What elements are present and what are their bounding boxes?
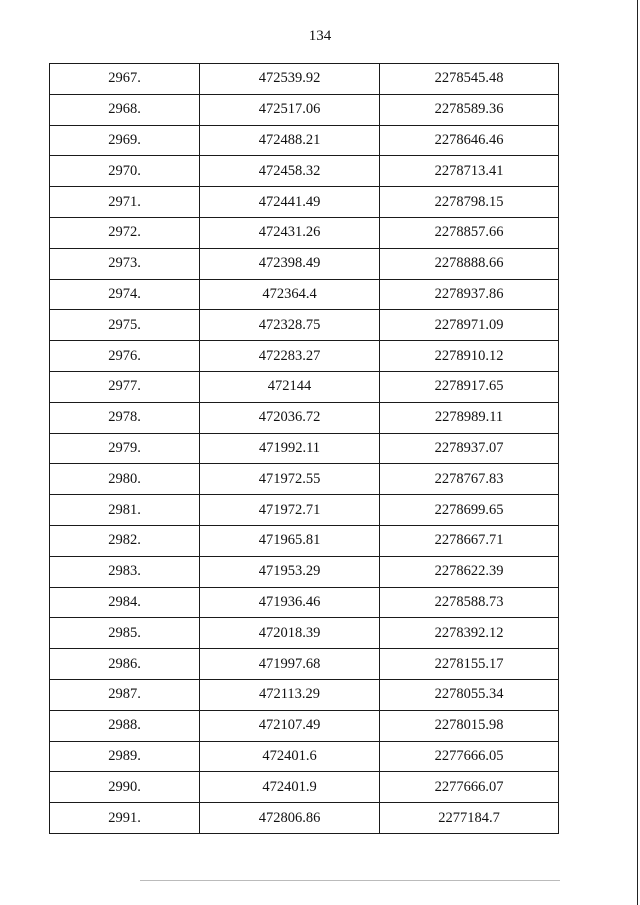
point-number-cell: 2970. bbox=[50, 156, 200, 187]
point-number-cell: 2973. bbox=[50, 248, 200, 279]
y-coordinate-cell: 2278857.66 bbox=[380, 217, 559, 248]
point-number-cell: 2987. bbox=[50, 679, 200, 710]
point-number-cell: 2974. bbox=[50, 279, 200, 310]
table-row bbox=[50, 587, 559, 618]
x-coordinate-cell: 472431.26 bbox=[200, 217, 380, 248]
x-coordinate-cell: 472107.49 bbox=[200, 710, 380, 741]
x-coordinate-cell: 472488.21 bbox=[200, 125, 380, 156]
y-coordinate-cell: 2278910.12 bbox=[380, 341, 559, 372]
y-coordinate-cell: 2278971.09 bbox=[380, 310, 559, 341]
table-row bbox=[50, 772, 559, 803]
point-number-cell: 2988. bbox=[50, 710, 200, 741]
coordinates-table bbox=[49, 63, 559, 834]
y-coordinate-cell: 2277666.07 bbox=[380, 772, 559, 803]
point-number-cell: 2981. bbox=[50, 495, 200, 526]
table-row bbox=[50, 341, 559, 372]
point-number-cell: 2991. bbox=[50, 803, 200, 834]
point-number-cell: 2985. bbox=[50, 618, 200, 649]
table-row bbox=[50, 94, 559, 125]
y-coordinate-cell: 2278588.73 bbox=[380, 587, 559, 618]
y-coordinate-cell: 2278545.48 bbox=[380, 64, 559, 95]
y-coordinate-cell: 2278015.98 bbox=[380, 710, 559, 741]
x-coordinate-cell: 472401.6 bbox=[200, 741, 380, 772]
y-coordinate-cell: 2278937.07 bbox=[380, 433, 559, 464]
y-coordinate-cell: 2278589.36 bbox=[380, 94, 559, 125]
table-row bbox=[50, 217, 559, 248]
y-coordinate-cell: 2278155.17 bbox=[380, 649, 559, 680]
bottom-rule bbox=[140, 880, 560, 881]
table-row bbox=[50, 433, 559, 464]
page-edge-line bbox=[637, 0, 638, 905]
table-row bbox=[50, 248, 559, 279]
point-number-cell: 2975. bbox=[50, 310, 200, 341]
x-coordinate-cell: 471992.11 bbox=[200, 433, 380, 464]
x-coordinate-cell: 472018.39 bbox=[200, 618, 380, 649]
table-row bbox=[50, 525, 559, 556]
x-coordinate-cell: 471972.71 bbox=[200, 495, 380, 526]
point-number-cell: 2982. bbox=[50, 525, 200, 556]
y-coordinate-cell: 2278888.66 bbox=[380, 248, 559, 279]
y-coordinate-cell: 2278798.15 bbox=[380, 187, 559, 218]
x-coordinate-cell: 472398.49 bbox=[200, 248, 380, 279]
x-coordinate-cell: 472441.49 bbox=[200, 187, 380, 218]
table-row bbox=[50, 649, 559, 680]
table-row bbox=[50, 64, 559, 95]
point-number-cell: 2977. bbox=[50, 371, 200, 402]
x-coordinate-cell: 472036.72 bbox=[200, 402, 380, 433]
point-number-cell: 2976. bbox=[50, 341, 200, 372]
table-row bbox=[50, 125, 559, 156]
point-number-cell: 2984. bbox=[50, 587, 200, 618]
x-coordinate-cell: 471936.46 bbox=[200, 587, 380, 618]
y-coordinate-cell: 2277666.05 bbox=[380, 741, 559, 772]
table-row bbox=[50, 279, 559, 310]
table-row bbox=[50, 741, 559, 772]
x-coordinate-cell: 472364.4 bbox=[200, 279, 380, 310]
y-coordinate-cell: 2278392.12 bbox=[380, 618, 559, 649]
point-number-cell: 2980. bbox=[50, 464, 200, 495]
table-row bbox=[50, 464, 559, 495]
x-coordinate-cell: 471953.29 bbox=[200, 556, 380, 587]
point-number-cell: 2978. bbox=[50, 402, 200, 433]
y-coordinate-cell: 2278917.65 bbox=[380, 371, 559, 402]
table-row bbox=[50, 310, 559, 341]
y-coordinate-cell: 2278622.39 bbox=[380, 556, 559, 587]
x-coordinate-cell: 472328.75 bbox=[200, 310, 380, 341]
point-number-cell: 2983. bbox=[50, 556, 200, 587]
table-row bbox=[50, 710, 559, 741]
point-number-cell: 2989. bbox=[50, 741, 200, 772]
table-row bbox=[50, 679, 559, 710]
point-number-cell: 2979. bbox=[50, 433, 200, 464]
y-coordinate-cell: 2277184.7 bbox=[380, 803, 559, 834]
table-row bbox=[50, 618, 559, 649]
table-body bbox=[50, 64, 559, 834]
point-number-cell: 2967. bbox=[50, 64, 200, 95]
table-row bbox=[50, 156, 559, 187]
x-coordinate-cell: 472144 bbox=[200, 371, 380, 402]
y-coordinate-cell: 2278646.46 bbox=[380, 125, 559, 156]
x-coordinate-cell: 472113.29 bbox=[200, 679, 380, 710]
y-coordinate-cell: 2278713.41 bbox=[380, 156, 559, 187]
point-number-cell: 2986. bbox=[50, 649, 200, 680]
table-row bbox=[50, 402, 559, 433]
y-coordinate-cell: 2278989.11 bbox=[380, 402, 559, 433]
table-row bbox=[50, 495, 559, 526]
x-coordinate-cell: 472401.9 bbox=[200, 772, 380, 803]
page-number: 134 bbox=[308, 28, 332, 44]
x-coordinate-cell: 472806.86 bbox=[200, 803, 380, 834]
table-row bbox=[50, 803, 559, 834]
point-number-cell: 2968. bbox=[50, 94, 200, 125]
y-coordinate-cell: 2278699.65 bbox=[380, 495, 559, 526]
table-row bbox=[50, 371, 559, 402]
y-coordinate-cell: 2278767.83 bbox=[380, 464, 559, 495]
table-row bbox=[50, 556, 559, 587]
x-coordinate-cell: 471965.81 bbox=[200, 525, 380, 556]
point-number-cell: 2971. bbox=[50, 187, 200, 218]
x-coordinate-cell: 472517.06 bbox=[200, 94, 380, 125]
x-coordinate-cell: 472539.92 bbox=[200, 64, 380, 95]
y-coordinate-cell: 2278667.71 bbox=[380, 525, 559, 556]
point-number-cell: 2972. bbox=[50, 217, 200, 248]
x-coordinate-cell: 471997.68 bbox=[200, 649, 380, 680]
table-row bbox=[50, 187, 559, 218]
y-coordinate-cell: 2278055.34 bbox=[380, 679, 559, 710]
y-coordinate-cell: 2278937.86 bbox=[380, 279, 559, 310]
x-coordinate-cell: 472283.27 bbox=[200, 341, 380, 372]
x-coordinate-cell: 472458.32 bbox=[200, 156, 380, 187]
point-number-cell: 2969. bbox=[50, 125, 200, 156]
x-coordinate-cell: 471972.55 bbox=[200, 464, 380, 495]
point-number-cell: 2990. bbox=[50, 772, 200, 803]
